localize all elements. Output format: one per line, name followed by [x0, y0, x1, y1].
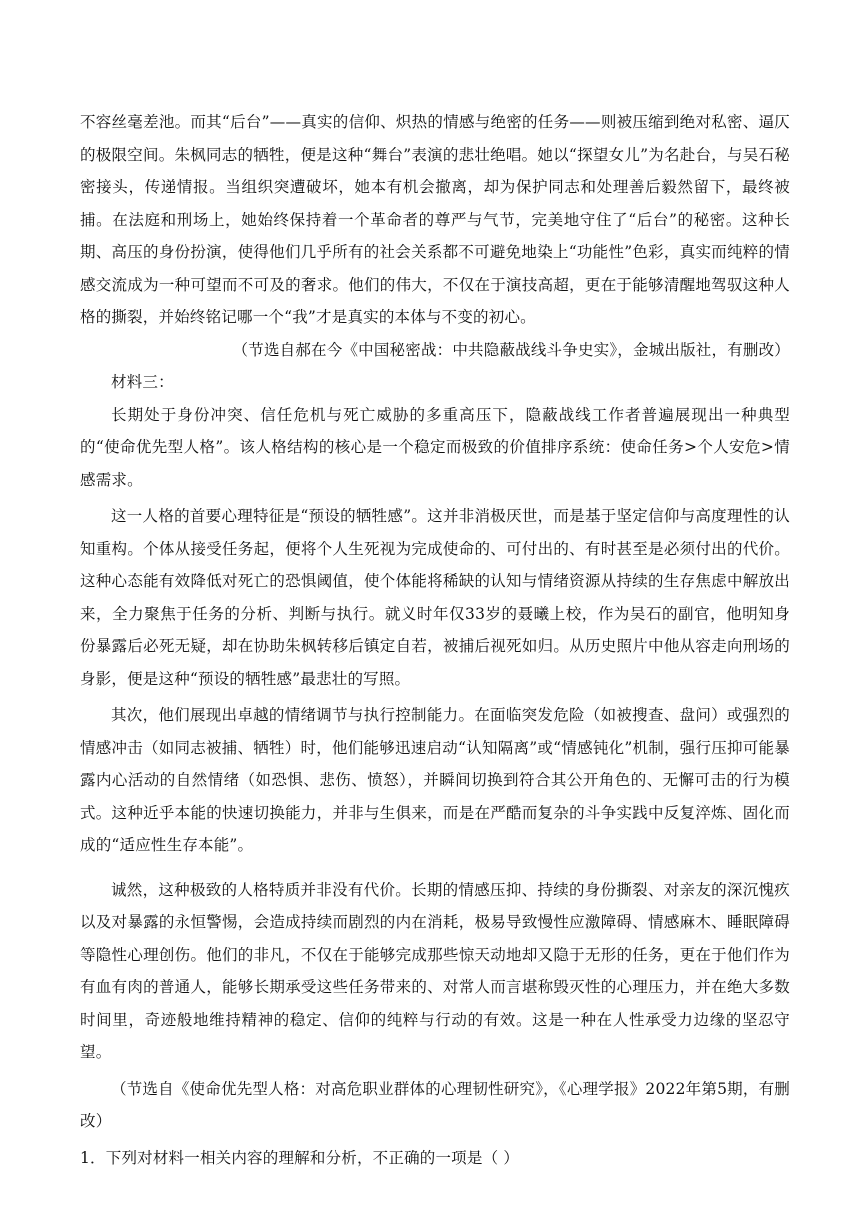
- document-page: [80, 106, 790, 1174]
- paragraph-material-three-4: 诚然，这种极致的人格特质并非没有代价。长期的情感压抑、持续的身份撕裂、对亲友的深沉愧疚以及对暴露的永恒警惕，会造成持续而剧烈的内在消耗，极易导致慢性应激障碍、情感麻木、睡眠障碍等隐性心理创伤。他们的非凡，不仅在于能够完成那些惊天动地却又隐于无形的任务，更在于他们作为有血有肉的普通人，能够长期承受这些任务带来的、对常人而言堪称毁灭性的心理压力，并在绝大多数时间里，奇迹般地维持精神的稳定、信仰的纯粹与行动的有效。这是一种在人性承受力边缘的坚忍守望。: [80, 880, 790, 1061]
- paragraph-material-three-3: 其次，他们展现出卓越的情绪调节与执行控制能力。在面临突发危险（如被搜查、盘问）或强烈的情感冲击（如同志被捕、牺牲）时，他们能够迅速启动“认知隔离”或“情感钝化”机制，强行压抑可能暴露内心活动的自然情绪（如恐惧、悲伤、愤怒），并瞬间切换到符合其公开角色的、无懈可击的行为模式。这种近乎本能的快速切换能力，并非与生俱来，而是在严酷而复杂的斗争实践中反复淬炼、固化而成的“适应性生存本能”。: [80, 706, 790, 854]
- paragraph-material-three-1: 长期处于身份冲突、信任危机与死亡威胁的多重高压下，隐蔽战线工作者普遍展现出一种典型的“使命优先型人格”。该人格结构的核心是一个稳定而极致的价值排序系统：使命任务>个人安危>情感需求。: [80, 405, 790, 489]
- material-three-label: 材料三：: [111, 373, 174, 391]
- paragraph-material-three-2: 这一人格的首要心理特征是“预设的牺牲感”。这并非消极厌世，而是基于坚定信仰与高度理性的认知重构。个体从接受任务起，便将个人生死视为完成使命的、可付出的、有时甚至是必须付出的代价。这种心态能有效降低对死亡的恐惧阈值，使个体能将稀缺的认知与情绪资源从持续的生存焦虑中解放出来，全力聚焦于任务的分析、判断与执行。就义时年仅33岁的聂曦上校，作为吴石的副官，他明知身份暴露后必死无疑，却在协助朱枫转移后镇定自若，被捕后视死如归。从历史照片中他从容走向刑场的身影，便是这种“预设的牺牲感”最悲壮的写照。: [80, 507, 790, 688]
- source-citation-1: （节选自郝在今《中国秘密战：中共隐蔽战线斗争史实》，金城出版社，有删改）: [232, 340, 790, 359]
- source-citation-2: （节选自《使命优先型人格：对高危职业群体的心理韧性研究》，《心理学报》2022年第5期，有删改）: [80, 1079, 790, 1130]
- question-1: 1．下列对材料一相关内容的理解和分析，不正确的一项是（ ）: [80, 1148, 520, 1167]
- paragraph-material-two-end: 不容丝毫差池。而其“后台”——真实的信仰、炽热的情感与绝密的任务——则被压缩到绝对私密、逼仄的极限空间。朱枫同志的牺牲，便是这种“舞台”表演的悲壮绝唱。她以“探望女儿”为名赴台，与吴石秘密接头，传递情报。当组织突遭破坏，她本有机会撤离，却为保护同志和处理善后毅然留下，最终被捕。在法庭和刑场上，她始终保持着一个革命者的尊严与气节，完美地守住了“后台”的秘密。这种长期、高压的身份扮演，使得他们几乎所有的社会关系都不可避免地染上“功能性”色彩，真实而纯粹的情感交流成为一种可望而不可及的奢求。他们的伟大，不仅在于演技高超，更在于能够清醒地驾驭这种人格的撕裂，并始终铭记哪一个“我”才是真实的本体与不变的初心。: [80, 113, 790, 326]
- spacer: [80, 862, 790, 874]
